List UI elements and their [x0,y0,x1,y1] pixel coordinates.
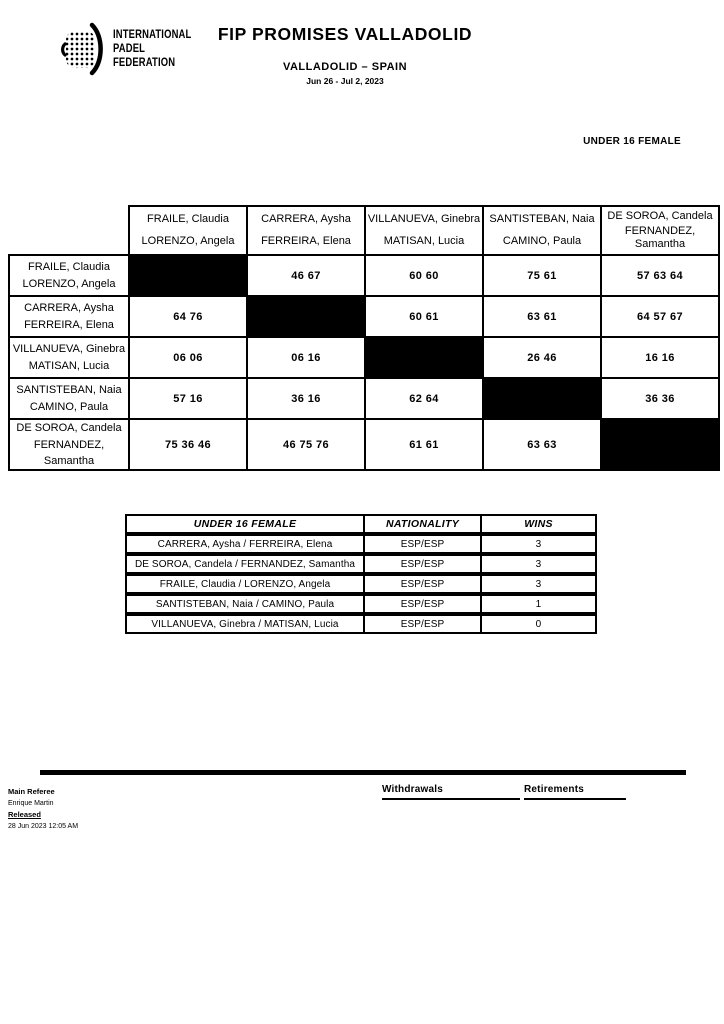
matrix-score-cell: 06 16 [247,337,365,378]
standings-team-cell: CARRERA, Aysha / FERREIRA, Elena [127,536,365,552]
matrix-diagonal-cell [601,419,719,470]
matrix-col-header [483,206,601,255]
standings-wins-cell: 3 [535,578,542,590]
team-name-line: FERREIRA, Elena [261,235,351,247]
matrix-row-header [9,419,129,470]
team-name-line: CAMINO, Paula [502,235,582,247]
standings-header-wins: WINS [524,518,553,530]
matrix-row-header [9,378,129,419]
retirements-label: Retirements [524,784,626,800]
matrix-score-cell: 46 75 76 [247,419,365,470]
standings-row [125,574,597,594]
team-name-line: CAMINO, Paula [29,401,109,413]
matrix-row [9,378,719,419]
matrix-score-cell: 64 76 [129,296,247,337]
matrix-score-cell: 57 63 64 [601,255,719,296]
category-label: UNDER 16 FEMALE [583,136,681,147]
ipf-logo-icon [60,22,106,76]
event-dates: Jun 26 - Jul 2, 2023 [306,76,384,86]
team-name-line: FRAILE, Claudia [147,213,229,225]
standings-nationality-cell: ESP/ESP [365,556,482,572]
team-name-line: MATISAN, Lucia [383,235,465,247]
matrix-score-cell: 63 61 [483,296,601,337]
team-name-line: CARRERA, Aysha [24,302,114,314]
matrix-row [9,255,719,296]
withdrawals-label: Withdrawals [382,784,520,800]
standings-row [125,554,597,574]
matrix-col-header [365,206,483,255]
footer-divider [40,770,686,775]
matrix-score-cell: 75 36 46 [129,419,247,470]
team-name-line: VILLANUEVA, Ginebra [367,213,481,225]
standings-team-cell: VILLANUEVA, Ginebra / MATISAN, Lucia [127,616,365,632]
matrix-score-cell: 60 60 [365,255,483,296]
team-name-line: FERNANDEZ, Samantha [33,439,105,467]
matrix-table [8,205,720,471]
team-name-line: FERNANDEZ, Samantha [624,225,696,250]
standings-wins-cell: 0 [535,618,542,630]
logo-text-line: FEDERATION [113,57,176,69]
matrix-score-cell: 62 64 [365,378,483,419]
matrix-score-cell: 64 57 67 [601,296,719,337]
matrix-row [9,419,719,470]
matrix-row-header [9,296,129,337]
standings-wins-cell: 1 [535,598,542,610]
team-name-line: MATISAN, Lucia [28,360,110,372]
matrix-col-header [247,206,365,255]
matrix-header-row [9,206,719,255]
matrix-score-cell: 16 16 [601,337,719,378]
main-referee-name: Enrique Martin [8,799,54,807]
team-name-line: LORENZO, Angela [141,235,235,247]
team-name-line: FRAILE, Claudia [28,261,110,273]
event-location: VALLADOLID – SPAIN [282,61,408,73]
event-title: FIP PROMISES VALLADOLID [217,24,473,44]
matrix-diagonal-cell [129,255,247,296]
standings-table [125,514,597,634]
standings-wins-cell: 3 [535,558,542,570]
matrix-diagonal-cell [365,337,483,378]
title-block [160,24,530,86]
matrix-row-header [9,337,129,378]
standings-team-cell: DE SOROA, Candela / FERNANDEZ, Samantha [127,556,365,572]
matrix-col-header [129,206,247,255]
matrix-body [9,206,719,470]
team-name-line: VILLANUEVA, Ginebra [12,343,126,355]
team-name-line: SANTISTEBAN, Naia [16,384,122,396]
matrix-score-cell: 46 67 [247,255,365,296]
logo-text-line: PADEL [113,43,146,55]
matrix-score-cell: 60 61 [365,296,483,337]
standings-team-cell: FRAILE, Claudia / LORENZO, Angela [127,576,365,592]
matrix-score-cell: 06 06 [129,337,247,378]
released-label: Released [8,810,41,819]
matrix-score-cell: 63 63 [483,419,601,470]
standings-row [125,594,597,614]
team-name-line: LORENZO, Angela [22,278,116,290]
matrix-row-header [9,255,129,296]
matrix-score-cell: 57 16 [129,378,247,419]
standings-row [125,614,597,634]
standings-nationality-cell: ESP/ESP [365,536,482,552]
matrix-diagonal-cell [483,378,601,419]
main-referee-label: Main Referee [8,787,55,796]
logo-text-line: INTERNATIONAL [113,29,192,41]
matrix-score-cell: 36 36 [601,378,719,419]
standings-header-team: UNDER 16 FEMALE [127,516,365,532]
matrix-score-cell: 61 61 [365,419,483,470]
standings-nationality-cell: ESP/ESP [365,576,482,592]
team-name-line: CARRERA, Aysha [261,213,351,225]
team-name-line: DE SOROA, Candela [16,422,122,434]
referee-block [8,786,78,832]
standings-header-row [125,514,597,534]
team-name-line: SANTISTEBAN, Naia [489,213,595,225]
matrix-row [9,337,719,378]
standings-nationality-cell: ESP/ESP [365,616,482,632]
released-datetime: 28 Jun 2023 12:05 AM [8,822,79,830]
matrix-row [9,296,719,337]
team-name-line: DE SOROA, Candela [607,210,713,222]
matrix-score-cell: 36 16 [247,378,365,419]
matrix-score-cell: 75 61 [483,255,601,296]
standings-wins-cell: 3 [535,538,542,550]
matrix-diagonal-cell [247,296,365,337]
matrix-corner-cell [9,206,129,255]
standings-team-cell: SANTISTEBAN, Naia / CAMINO, Paula [127,596,365,612]
standings-header-nationality: NATIONALITY [365,516,482,532]
standings-nationality-cell: ESP/ESP [365,596,482,612]
standings-row [125,534,597,554]
matrix-col-header [601,206,719,255]
matrix-score-cell: 26 46 [483,337,601,378]
team-name-line: FERREIRA, Elena [24,319,114,331]
